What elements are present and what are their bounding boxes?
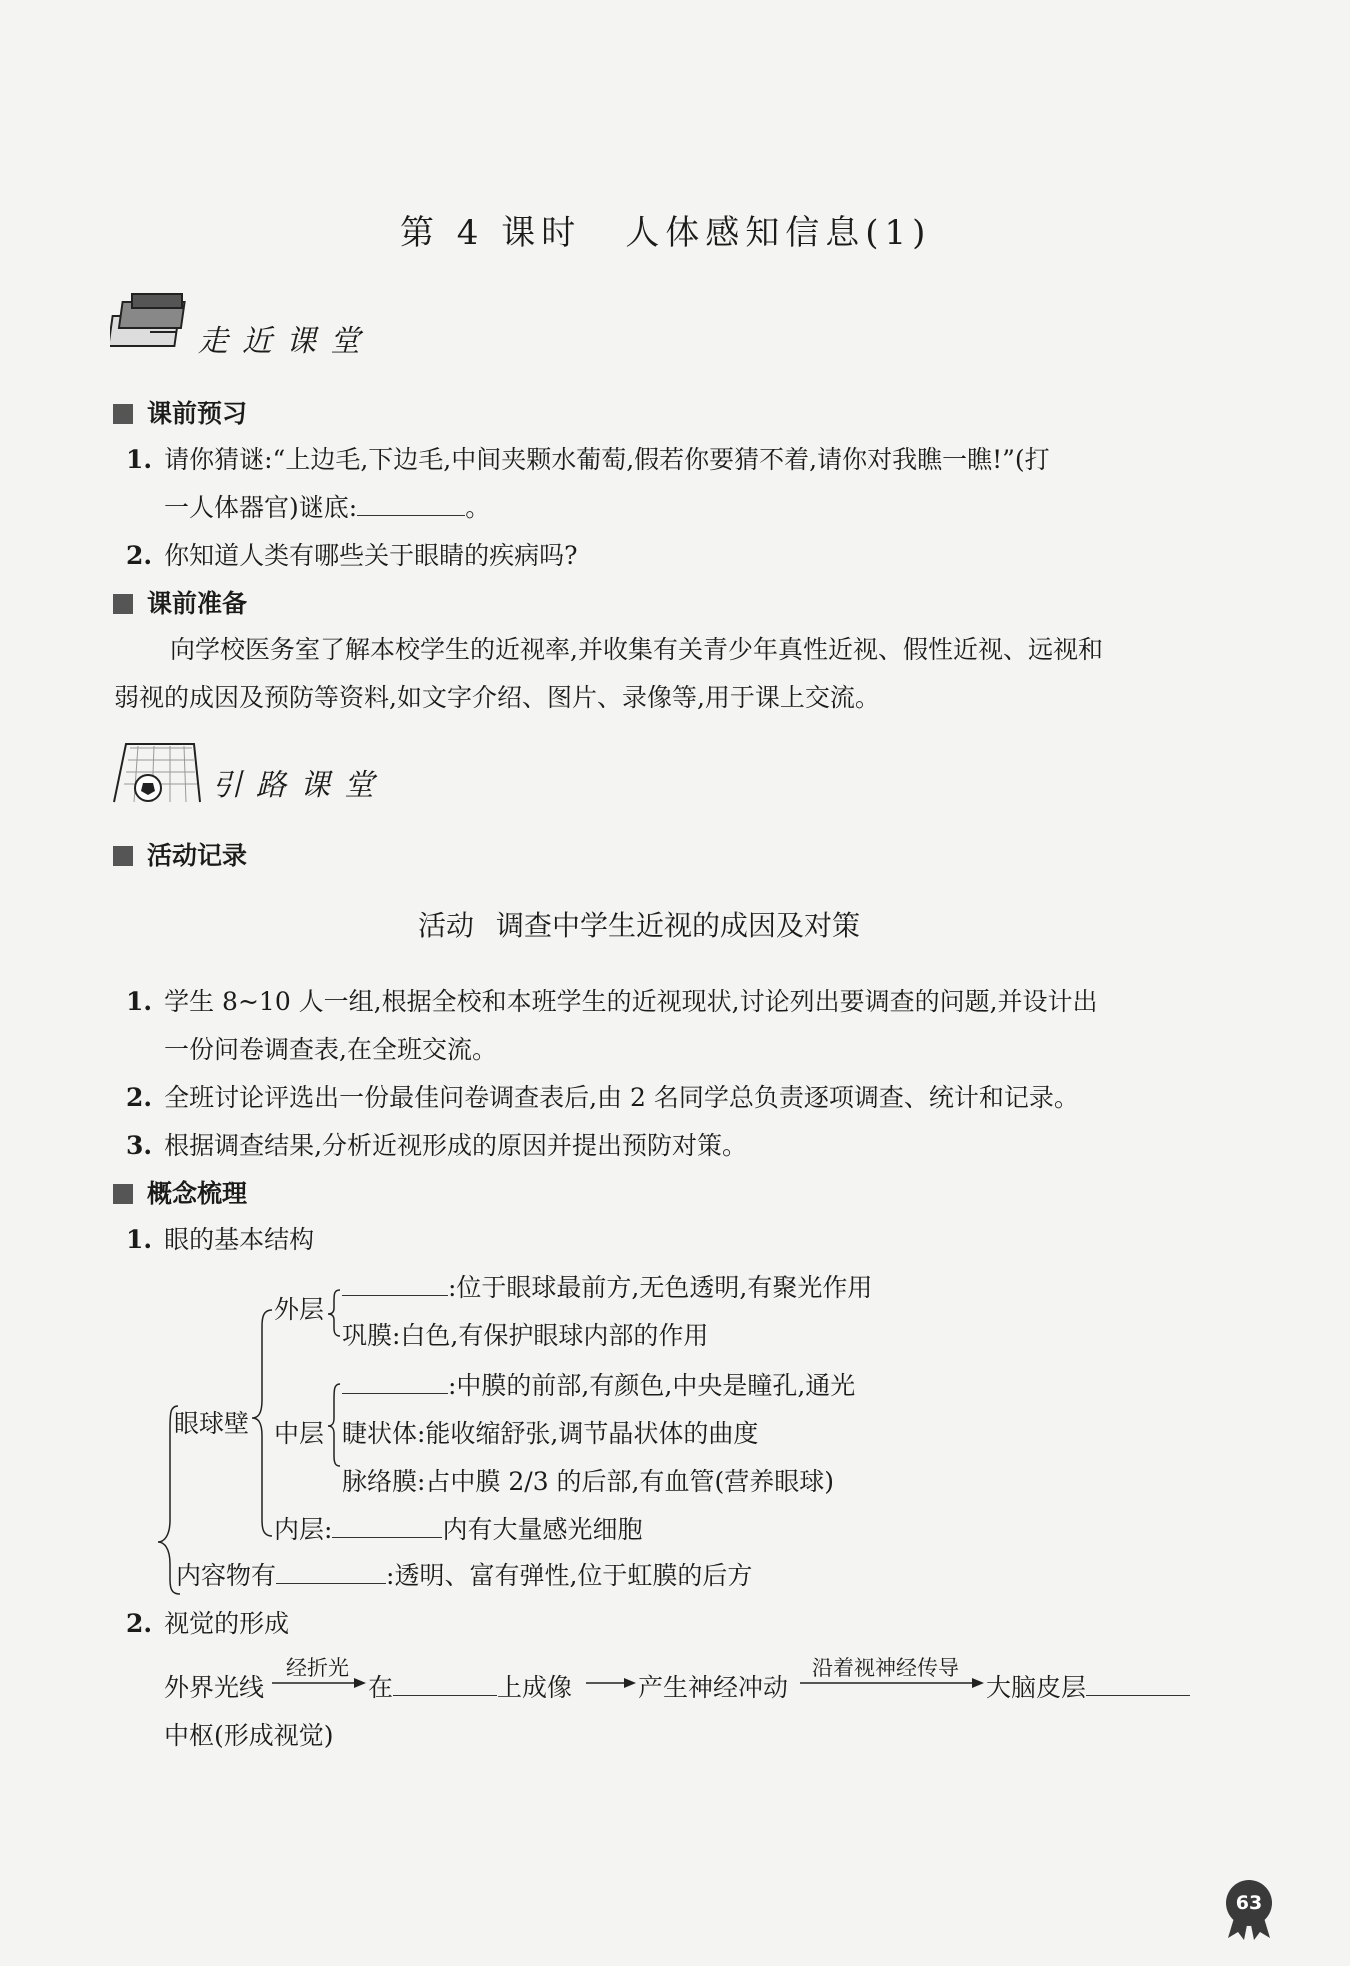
preview-q2: 2. 你知道人类有哪些关于眼睛的疾病吗? (126, 541, 578, 570)
prepare-line1: 向学校医务室了解本校学生的近视率,并收集有关青少年真性近视、假性近视、远视和 (170, 635, 1103, 664)
activity-item1-line2: 一份问卷调查表,在全班交流。 (164, 1035, 497, 1064)
flow-light: 外界光线 (164, 1673, 265, 1702)
preview-q1-line2: 一人体器官)谜底: 。 (164, 493, 491, 522)
flow-arrow-1 (272, 1676, 368, 1690)
cornea-blank[interactable] (342, 1273, 448, 1296)
outer-layer-label: 外层 (274, 1295, 325, 1324)
books-icon (110, 292, 200, 354)
flow-impulse: 产生神经冲动 (638, 1673, 789, 1702)
eye-contents: 内容物有 :透明、富有弹性,位于虹膜的后方 (176, 1561, 753, 1590)
activity-title: 活动 调查中学生近视的成因及对策 (418, 909, 861, 942)
page-title (400, 205, 931, 254)
flow-retina-blank[interactable] (393, 1673, 497, 1696)
eyeball-wall-label: 眼球壁 (174, 1409, 250, 1438)
lesson-topic: 人体感知信息(1) (625, 213, 932, 253)
flow-arrow-3 (800, 1676, 986, 1690)
prepare-line2: 弱视的成因及预防等资料,如文字介绍、图片、录像等,用于课上交流。 (114, 683, 880, 712)
heading-activity-record: 活动记录 (113, 836, 247, 872)
activity-item2: 2. 全班讨论评选出一份最佳问卷调查表后,由 2 名同学总负责逐项调查、统计和记录。 (126, 1083, 1079, 1112)
heading-concept: 概念梳理 (113, 1174, 247, 1210)
middle-layer-label: 中层 (274, 1419, 325, 1448)
lesson-number: 第 4 课时 (400, 213, 582, 253)
activity-item1-line1: 1. 学生 8~10 人一组,根据全校和本班学生的近视现状,讨论列出要调查的问题,并设计出 (126, 987, 1098, 1016)
outer-layer-cornea: :位于眼球最前方,无色透明,有聚光作用 (342, 1268, 872, 1304)
flow-center: 中枢(形成视觉) (164, 1721, 334, 1750)
section-guide: 引路课堂 (212, 768, 388, 803)
outer-layer-sclera: 巩膜:白色,有保护眼球内部的作用 (342, 1321, 709, 1350)
answer-blank[interactable] (357, 493, 465, 516)
concept-item1: 1. 眼的基本结构 (126, 1225, 315, 1254)
flow-refract-label: 经折光 (286, 1656, 349, 1680)
iris-blank[interactable] (342, 1371, 448, 1394)
activity-item3: 3. 根据调查结果,分析近视形成的原因并提出预防对策。 (126, 1131, 748, 1160)
lens-blank[interactable] (276, 1561, 386, 1584)
middle-layer-iris: :中膜的前部,有颜色,中央是瞳孔,通光 (342, 1366, 855, 1402)
ribbon-icon (1226, 1918, 1272, 1940)
flow-arrow-2 (586, 1676, 638, 1690)
retina-blank[interactable] (332, 1515, 442, 1538)
section-approach: 走近课堂 (198, 324, 374, 359)
inner-layer: 内层: 内有大量感光细胞 (274, 1515, 643, 1544)
page-number: 63 (1235, 1892, 1263, 1914)
middle-layer-ciliary: 睫状体:能收缩舒张,调节晶状体的曲度 (342, 1419, 759, 1448)
flow-retina: 在 上成像 (368, 1673, 573, 1702)
heading-prepare: 课前准备 (113, 584, 247, 620)
flow-cortex: 大脑皮层 (986, 1668, 1190, 1704)
middle-layer-choroid: 脉络膜:占中膜 2/3 的后部,有血管(营养眼球) (342, 1467, 835, 1496)
preview-q1-line1: 1. 请你猜谜:“上边毛,下边毛,中间夹颗水葡萄,假若你要猜不着,请你对我瞧一瞧!”(打 (126, 445, 1050, 474)
heading-preview: 课前预习 (113, 394, 247, 430)
flow-cortex-blank[interactable] (1086, 1673, 1190, 1696)
soccer-goal-icon (108, 738, 204, 806)
concept-item2: 2. 视觉的形成 (126, 1609, 290, 1638)
flow-conduct-label: 沿着视神经传导 (812, 1656, 959, 1680)
